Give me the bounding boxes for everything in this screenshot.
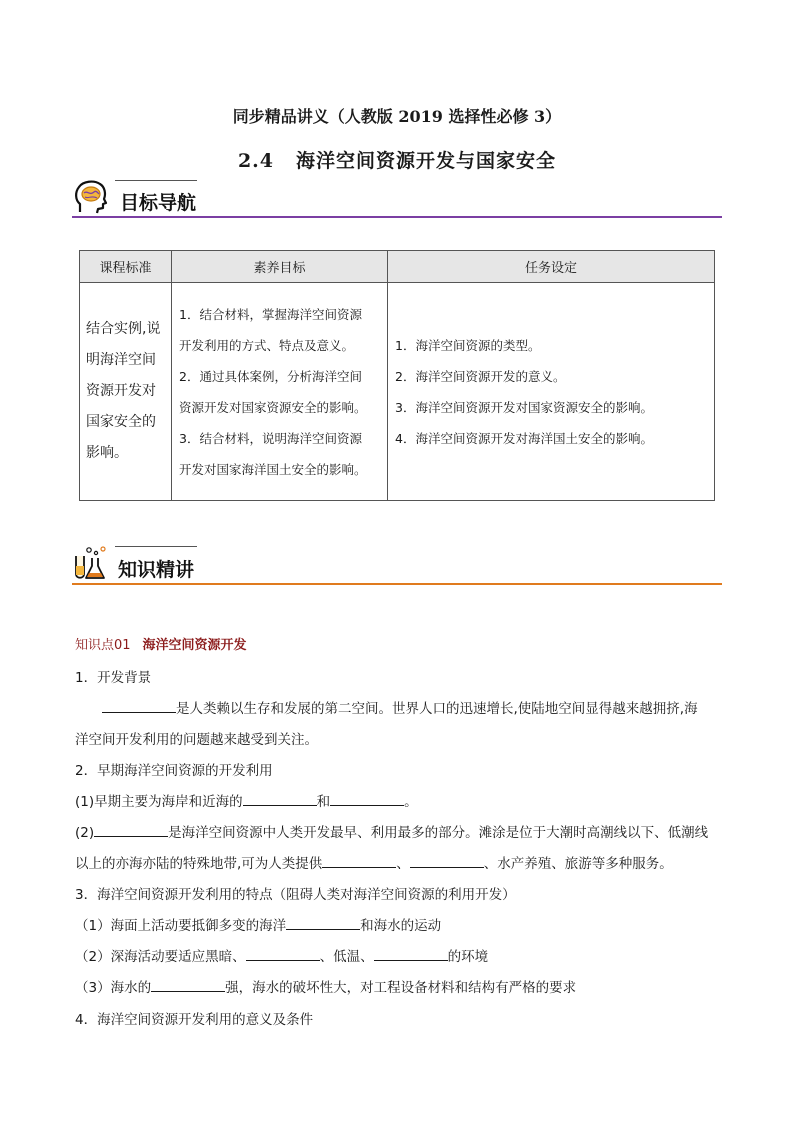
heading-development-background: 1．开发背景 (75, 670, 152, 686)
paragraph-line (75, 945, 488, 965)
cell-task-settings (388, 283, 715, 501)
document-title: 同步精品讲义（人教版 2019 选择性必修 3） (232, 107, 562, 126)
fill-blank[interactable] (330, 791, 404, 806)
section-title (0, 146, 794, 173)
task-line: 4．海洋空间资源开发对海洋国土安全的影响。 (395, 430, 653, 446)
paragraph-line: 洋空间开发利用的问题越来越受到关注。 (75, 732, 318, 748)
table-row (80, 283, 715, 501)
knowledge-point-title (75, 634, 247, 653)
text-run: (1)早期主要为海岸和近海的 (75, 794, 243, 810)
section-number: 2.4 (237, 150, 275, 172)
literacy-line: 2．通过具体案例，分析海洋空间 (179, 368, 362, 384)
fill-blank[interactable] (246, 946, 320, 961)
fill-blank[interactable] (102, 698, 176, 713)
text-run: （3）海水的 (75, 980, 152, 996)
literacy-line: 开发对国家海洋国土安全的影响。 (179, 461, 367, 477)
text-run: 是人类赖以生存和发展的第二空间。世界人口的迅速增长,使陆地空间显得越来越拥挤,海 (176, 701, 698, 717)
text-run: (2) (75, 825, 95, 841)
column-header-literacy: 素养目标 (172, 251, 388, 283)
text-run: 、低温、 (319, 949, 374, 965)
text-run: 的环境 (447, 949, 489, 965)
literacy-line: 开发利用的方式、特点及意义。 (179, 337, 355, 353)
text-run: 是海洋空间资源中人类开发最早、利用最多的部分。滩涂是位于大潮时高潮线以下、低潮线 (168, 825, 709, 841)
paragraph-line (75, 914, 441, 934)
column-header-standard: 课程标准 (80, 251, 172, 283)
header-top-rule (115, 180, 197, 181)
text-run: 以上的亦海亦陆的特殊地带,可为人类提供 (75, 856, 323, 872)
fill-blank[interactable] (322, 853, 396, 868)
paragraph-line (75, 976, 576, 996)
text-run: 、水产养殖、旅游等多种服务。 (483, 856, 673, 872)
standard-line: 资源开发对 (86, 383, 156, 399)
lab-flask-icon (70, 544, 110, 584)
text-run: 和 (316, 794, 331, 810)
fill-blank[interactable] (374, 946, 448, 961)
task-line: 3．海洋空间资源开发对国家资源安全的影响。 (395, 399, 653, 415)
fill-blank[interactable] (243, 791, 317, 806)
literacy-line: 资源开发对国家资源安全的影响。 (179, 399, 367, 415)
literacy-line: 1．结合材料，掌握海洋空间资源 (179, 306, 362, 322)
task-line: 2．海洋空间资源开发的意义。 (395, 368, 566, 384)
text-run: （2）深海活动要适应黑暗、 (75, 949, 246, 965)
knowledge-point-number: 知识点01 (75, 638, 131, 653)
paragraph-line (102, 697, 698, 717)
cell-course-standard (80, 283, 172, 501)
task-line: 1．海洋空间资源的类型。 (395, 337, 541, 353)
literacy-line: 3．结合材料，说明海洋空间资源 (179, 430, 362, 446)
paragraph-line (75, 852, 673, 872)
fill-blank[interactable] (151, 977, 225, 992)
knowledge-point-name: 海洋空间资源开发 (142, 638, 247, 653)
fill-blank[interactable] (94, 822, 168, 837)
column-header-tasks: 任务设定 (388, 251, 715, 283)
heading-development-features: 3．海洋空间资源开发利用的特点（阻碍人类对海洋空间资源的利用开发） (75, 887, 516, 903)
paragraph-line (75, 821, 708, 841)
text-run: （1）海面上活动要抵御多变的海洋 (75, 918, 287, 934)
standard-line: 明海洋空间 (86, 352, 156, 368)
header-top-rule (115, 546, 197, 547)
goals-table (79, 250, 715, 501)
standard-line: 国家安全的 (86, 414, 156, 430)
knowledge-header-rule (72, 583, 722, 585)
text-run: 和海水的运动 (360, 918, 442, 934)
heading-significance-conditions: 4．海洋空间资源开发利用的意义及条件 (75, 1012, 314, 1028)
fill-blank[interactable] (410, 853, 484, 868)
knowledge-header-label: 知识精讲 (118, 559, 195, 581)
text-run: 。 (404, 794, 418, 810)
standard-line: 影响。 (86, 445, 128, 461)
goals-header-label: 目标导航 (120, 192, 197, 214)
text-run: 、 (396, 856, 410, 872)
goals-header-rule (72, 216, 722, 218)
heading-early-development: 2．早期海洋空间资源的开发利用 (75, 763, 273, 779)
section-name: 海洋空间资源开发与国家安全 (296, 150, 557, 172)
paragraph-line (75, 790, 418, 810)
brain-head-icon (72, 178, 112, 218)
standard-line: 结合实例,说 (86, 321, 161, 337)
fill-blank[interactable] (286, 915, 360, 930)
text-run: 强，海水的破坏性大，对工程设备材料和结构有严格的要求 (225, 980, 577, 996)
table-header-row (80, 251, 715, 283)
cell-literacy-goals (172, 283, 388, 501)
